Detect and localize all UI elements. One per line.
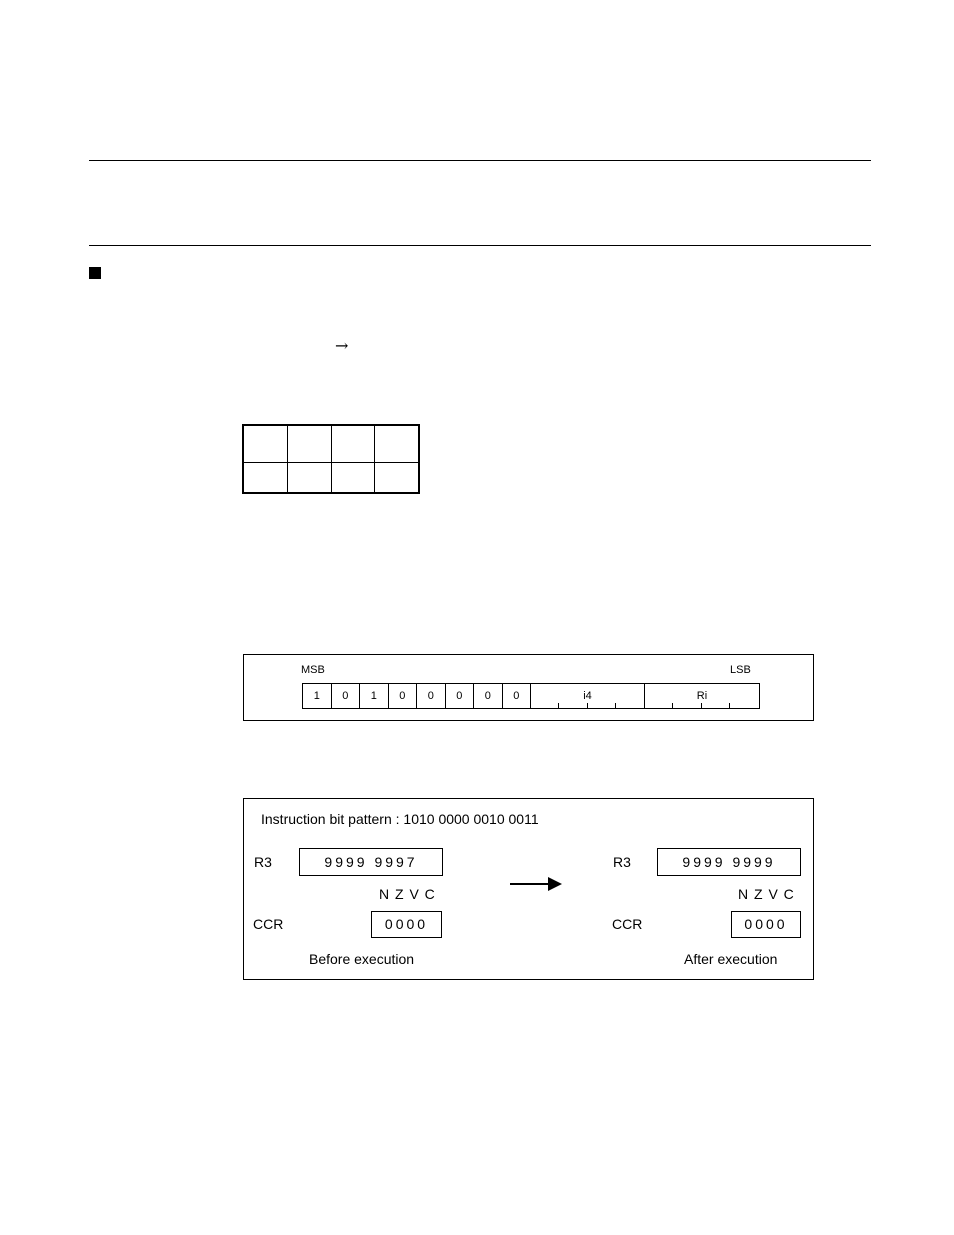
flag-value-cell (331, 462, 375, 493)
after-ccr-label: CCR (612, 916, 643, 932)
header-rule-top (89, 160, 871, 161)
bit-cell: 0 (446, 684, 475, 708)
bit-cell: 0 (332, 684, 361, 708)
bit-cell: 0 (503, 684, 532, 708)
flag-header-cell (287, 425, 331, 462)
after-caption: After execution (684, 951, 778, 967)
header-rule-bottom (89, 245, 871, 246)
lsb-label: LSB (730, 664, 751, 676)
after-register-label: R3 (613, 854, 631, 870)
flag-value-cell (375, 462, 419, 493)
bit-tick (587, 703, 588, 708)
msb-label: MSB (301, 664, 325, 676)
bit-tick (729, 703, 730, 708)
flag-change-table (242, 424, 420, 494)
after-ccr-value: 0000 (731, 911, 801, 938)
after-flags-header: N Z V C (738, 886, 795, 902)
bit-tick (615, 703, 616, 708)
field-ri-label: Ri (696, 690, 708, 702)
instruction-format-diagram (243, 654, 814, 721)
flag-value-cell (287, 462, 331, 493)
flag-header-cell (243, 425, 287, 462)
bit-field-row (302, 683, 760, 709)
before-caption: Before execution (309, 951, 415, 967)
after-register-value: 9999 9999 (657, 848, 801, 876)
section-bullet-icon (89, 267, 101, 279)
execution-example (243, 798, 814, 980)
bit-cell: 0 (389, 684, 418, 708)
flag-header-cell (331, 425, 375, 462)
field-i4 (531, 684, 645, 708)
bit-cell: 1 (360, 684, 389, 708)
bit-pattern-text: Instruction bit pattern : 1010 0000 0010 0011 (261, 811, 539, 827)
bit-cell: 1 (303, 684, 332, 708)
field-i4-label: i4 (583, 690, 592, 702)
operation-arrow-icon: → (335, 336, 349, 355)
bit-tick (701, 703, 702, 708)
bit-tick (558, 703, 559, 708)
flag-header-cell (375, 425, 419, 462)
before-flags-header: N Z V C (379, 886, 436, 902)
before-register-value: 9999 9997 (299, 848, 443, 876)
before-ccr-label: CCR (253, 916, 284, 932)
bit-tick (672, 703, 673, 708)
flag-value-cell (243, 462, 287, 493)
before-register-label: R3 (254, 854, 272, 870)
field-ri (645, 684, 759, 708)
right-arrow-icon (510, 876, 562, 892)
before-ccr-value: 0000 (371, 911, 442, 938)
bit-cell: 0 (474, 684, 503, 708)
bit-cell: 0 (417, 684, 446, 708)
